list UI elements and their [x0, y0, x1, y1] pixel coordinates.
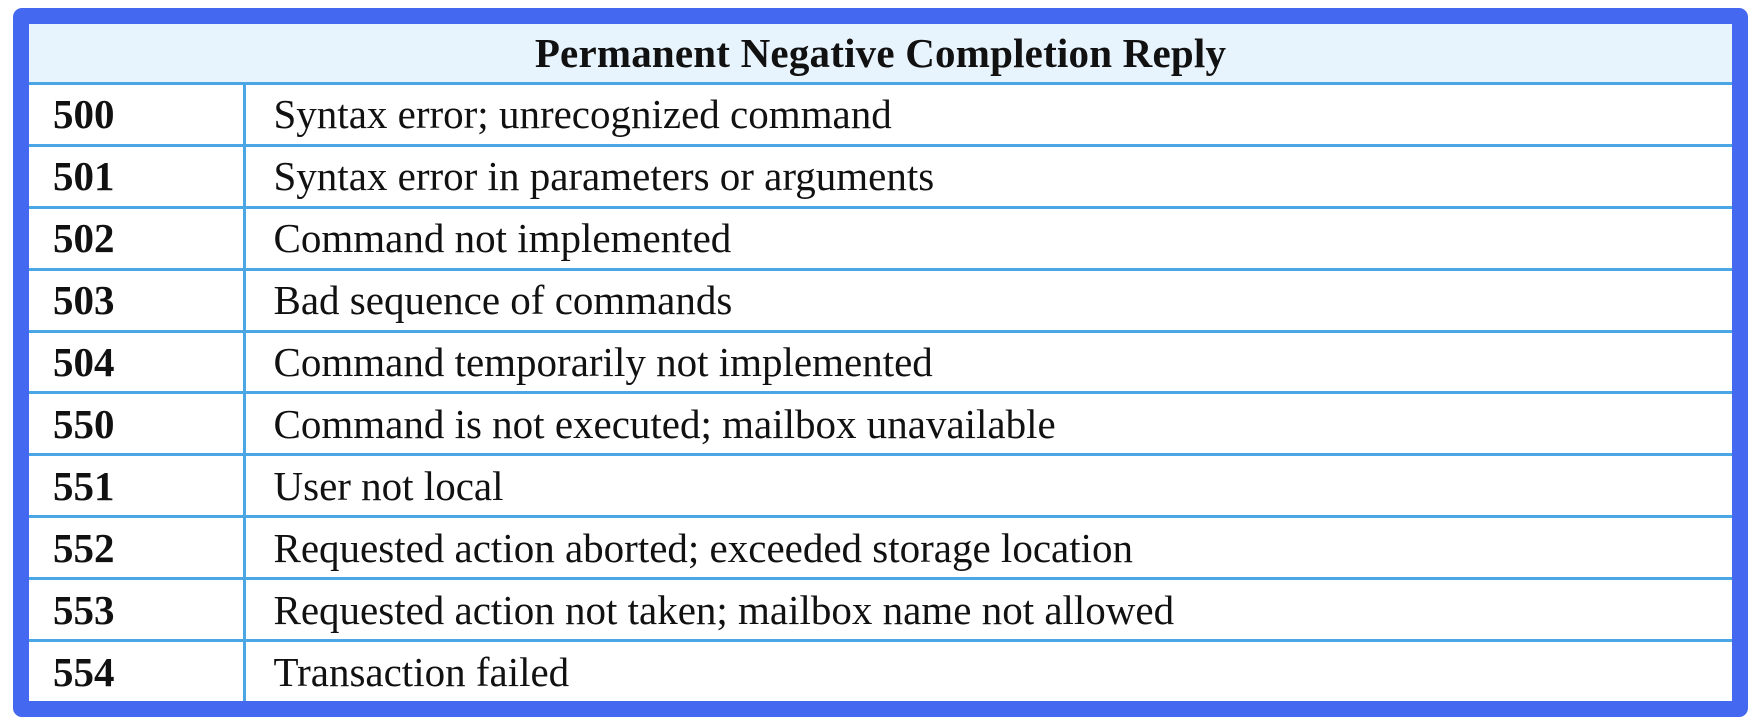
table-title-row	[29, 24, 1732, 84]
table-row	[29, 331, 1732, 393]
table-row	[29, 641, 1732, 701]
table-row	[29, 517, 1732, 579]
reply-description: Syntax error in parameters or arguments	[244, 145, 1732, 207]
reply-codes-table	[29, 24, 1732, 701]
reply-description: Bad sequence of commands	[244, 269, 1732, 331]
reply-code: 552	[29, 517, 244, 579]
reply-code: 500	[29, 84, 244, 146]
reply-code: 502	[29, 207, 244, 269]
table-row	[29, 579, 1732, 641]
table-row	[29, 269, 1732, 331]
reply-code: 553	[29, 579, 244, 641]
reply-code: 554	[29, 641, 244, 701]
reply-description: Requested action not taken; mailbox name not allowed	[244, 579, 1732, 641]
reply-description: Transaction failed	[273, 648, 570, 695]
table-row	[29, 455, 1732, 517]
reply-code: 503	[29, 269, 244, 331]
table-row	[29, 84, 1732, 146]
reply-description: Syntax error; unrecognized command	[244, 84, 1732, 146]
reply-description: Requested action aborted; exceeded storage location	[244, 517, 1732, 579]
table-title: Permanent Negative Completion Reply	[29, 24, 1732, 84]
reply-description: User not local	[244, 455, 1732, 517]
reply-code: 501	[29, 145, 244, 207]
reply-code: 550	[29, 393, 244, 455]
reply-description: Command not implemented	[244, 207, 1732, 269]
table-frame	[13, 8, 1748, 717]
reply-code: 551	[29, 455, 244, 517]
reply-code: 504	[29, 331, 244, 393]
table-row	[29, 207, 1732, 269]
reply-description: Command temporarily not implemented	[244, 331, 1732, 393]
table-row	[29, 393, 1732, 455]
table-row	[29, 145, 1732, 207]
reply-description: Command is not executed; mailbox unavailable	[244, 393, 1732, 455]
